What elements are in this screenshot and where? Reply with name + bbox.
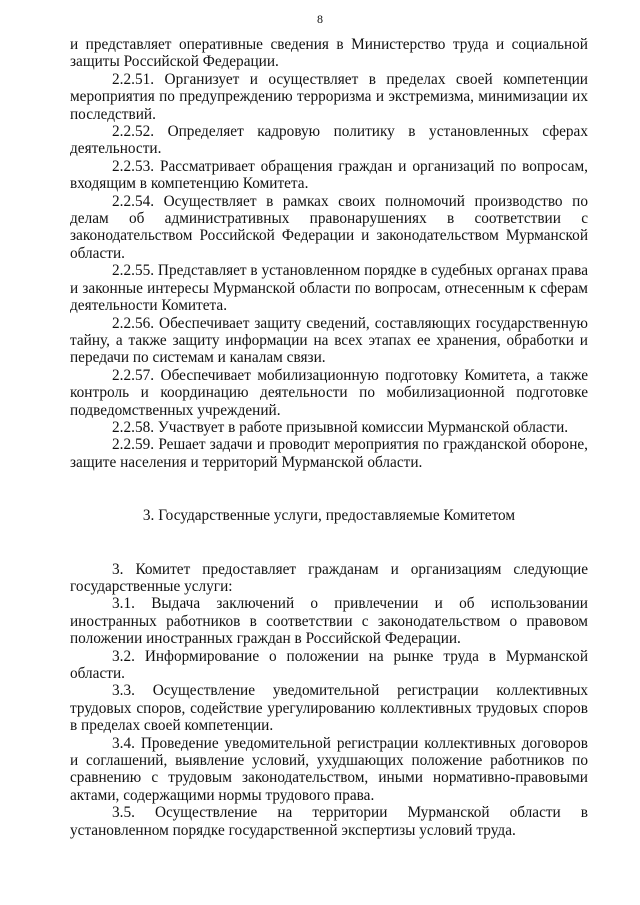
paragraph: 2.2.52. Определяет кадровую политику в установленных сферах деятельности. bbox=[70, 123, 588, 158]
paragraph: 3.4. Проведение уведомительной регистрации коллективных договоров и соглашений, выявление условий, ухудшающих положение работников по сравнению с трудовым законодательством, иными нормативно-правовыми актами, содержащими нормы трудового права. bbox=[70, 734, 588, 804]
paragraph: 2.2.54. Осуществляет в рамках своих полномочий производство по делам об административных правонарушениях в соответствии с законодательством Российской Федерации и законодательством Мурманской области. bbox=[70, 192, 588, 262]
paragraph: 3.5. Осуществление на территории Мурманской области в установленном порядке государственной экспертизы условий труда. bbox=[70, 804, 588, 839]
paragraph: 2.2.56. Обеспечивает защиту сведений, составляющих государственную тайну, а также защиту информации на всех этапах ее хранения, обработки и передачи по системам и каналам связи. bbox=[70, 314, 588, 367]
paragraph: 3.3. Осуществление уведомительной регистрации коллективных трудовых споров, содействие урегулированию коллективных трудовых споров в пределах своей компетенции. bbox=[70, 682, 588, 735]
paragraph: 3.1. Выдача заключений о привлечении и об использовании иностранных работников в соответствии с законодательством о правовом положении иностранных граждан в Российской Федерации. bbox=[70, 595, 588, 648]
document-body bbox=[70, 36, 588, 839]
paragraph: 2.2.53. Рассматривает обращения граждан и организаций по вопросам, входящим в компетенцию Комитета. bbox=[70, 157, 588, 193]
paragraph: 2.2.59. Решает задачи и проводит мероприятия по гражданской обороне, защите населения и территорий Мурманской области. bbox=[70, 436, 588, 471]
paragraph: 2.2.58. Участвует в работе призывной комиссии Мурманской области. bbox=[112, 418, 569, 436]
page-number: 8 bbox=[317, 12, 323, 26]
section-heading: 3. Государственные услуги, предоставляемые Комитетом bbox=[142, 507, 516, 525]
paragraph: 3. Комитет предоставляет гражданам и организациям следующие государственные услуги: bbox=[70, 560, 588, 595]
paragraph: 3.2. Информирование о положении на рынке труда в Мурманской области. bbox=[70, 647, 588, 682]
paragraph: 2.2.57. Обеспечивает мобилизационную подготовку Комитета, а также контроль и координацию деятельности по мобилизационной подготовке подведомственных учреждений. bbox=[70, 366, 588, 419]
paragraph: 2.2.55. Представляет в установленном порядке в судебных органах права и законные интересы Мурманской области по вопросам, отнесенным к сферам деятельности Комитета. bbox=[70, 262, 588, 315]
paragraph: и представляет оперативные сведения в Министерство труда и социальной защиты Российской Федерации. bbox=[70, 36, 588, 71]
paragraph: 2.2.51. Организует и осуществляет в пределах своей компетенции мероприятия по предупреждению терроризма и экстремизма, минимизации их последствий. bbox=[70, 70, 588, 123]
